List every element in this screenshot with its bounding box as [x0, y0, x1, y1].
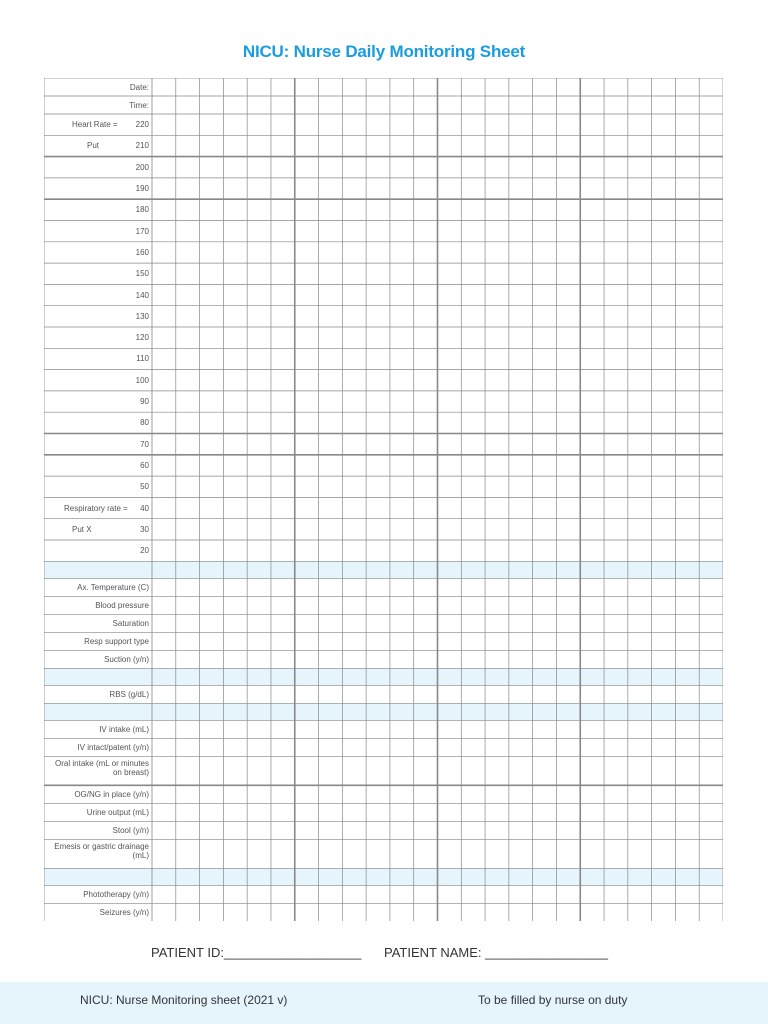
row-label-ivpat: IV intact/patent (y/n) [77, 742, 149, 752]
row-note-rr30: Put X [72, 524, 92, 534]
row-label-emesis: Emesis or gastric drainage (mL) [54, 842, 149, 861]
row-note-rr40: Respiratory rate = [64, 503, 128, 513]
row-label-v160: 160 [135, 247, 149, 257]
row-label-rbs: RBS (g/dL) [109, 689, 149, 699]
row-label-suction: Suction (y/n) [104, 654, 149, 664]
row-label-bp: Blood pressure [95, 600, 149, 610]
monitoring-grid [44, 78, 723, 926]
row-label-v190: 190 [135, 184, 149, 194]
footer-instruction: To be filled by nurse on duty [478, 993, 628, 1007]
row-label-hr210: 210 [135, 141, 149, 151]
row-label-photo: Phototherapy (y/n) [83, 889, 149, 899]
row-label-v90: 90 [140, 397, 149, 407]
row-label-v70: 70 [140, 439, 149, 449]
row-label-urine: Urine output (mL) [86, 807, 149, 817]
row-label-ivin: IV intake (mL) [99, 724, 149, 734]
row-label-stool: Stool (y/n) [112, 825, 149, 835]
row-label-rr40: 40 [140, 503, 149, 513]
row-label-v180: 180 [135, 205, 149, 215]
row-label-date: Date: [129, 82, 149, 92]
row-label-v200: 200 [135, 162, 149, 172]
footer-bar [0, 982, 768, 1024]
page-title: NICU: Nurse Daily Monitoring Sheet [242, 42, 526, 61]
row-label-seiz: Seizures (y/n) [99, 907, 149, 917]
section-separator-band [44, 561, 723, 578]
section-separator-band [44, 668, 723, 685]
section-separator-band [44, 703, 723, 720]
section-separator-band [44, 868, 723, 885]
row-label-rr30: 30 [140, 524, 149, 534]
row-note-hr210: Put [87, 141, 100, 151]
row-label-time: Time: [129, 100, 149, 110]
row-label-sat: Saturation [112, 618, 149, 628]
row-label-v80: 80 [140, 418, 149, 428]
row-label-v170: 170 [135, 226, 149, 236]
row-label-v50: 50 [140, 482, 149, 492]
row-label-v120: 120 [135, 333, 149, 343]
row-label-temp: Ax. Temperature (C) [77, 582, 149, 592]
row-label-v140: 140 [135, 290, 149, 300]
row-label-v130: 130 [135, 311, 149, 321]
footer-sheet-name: NICU: Nurse Monitoring sheet (2021 v) [80, 993, 288, 1007]
patient-id-field[interactable]: PATIENT ID:___________________ [151, 945, 362, 960]
patient-name-field[interactable]: PATIENT NAME: _________________ [384, 945, 609, 960]
row-label-v110: 110 [136, 354, 149, 364]
row-label-v20: 20 [140, 546, 149, 556]
row-label-oral: Oral intake (mL or minutes on breast) [55, 759, 149, 778]
row-label-v100: 100 [135, 375, 149, 385]
row-note-hr220: Heart Rate = [72, 120, 118, 130]
row-label-v150: 150 [135, 269, 149, 279]
row-label-hr220: 220 [135, 120, 149, 130]
row-label-og: OG/NG in place (y/n) [74, 789, 149, 799]
row-label-v60: 60 [140, 460, 149, 470]
row-label-resp: Resp support type [84, 636, 149, 646]
